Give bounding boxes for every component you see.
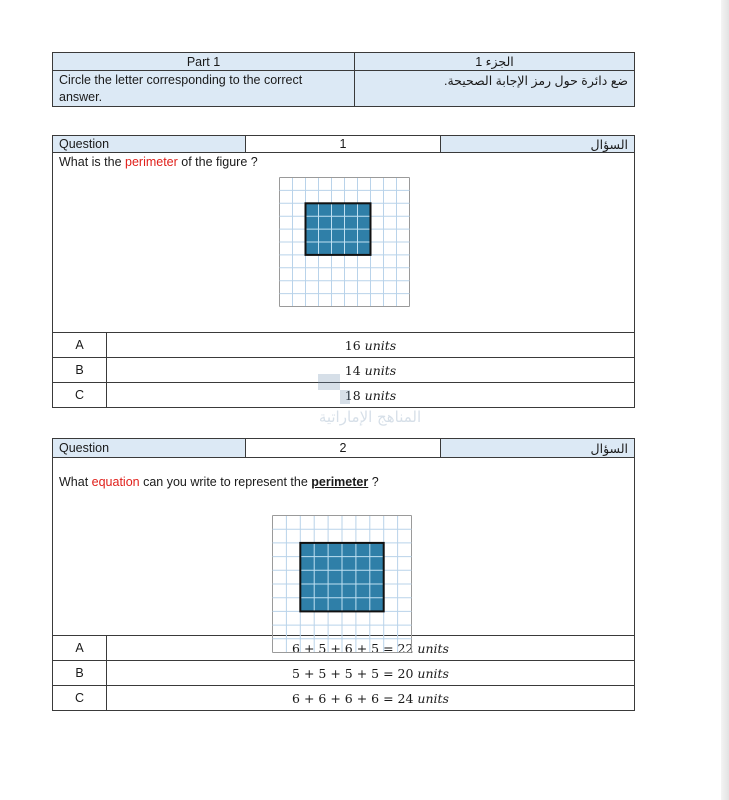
option-letter[interactable]: A: [53, 636, 107, 661]
option-answer[interactable]: 18 units: [107, 383, 635, 408]
question-text: What equation can you write to represent the perimeter ?: [59, 475, 379, 489]
part-title-en: Part 1: [53, 53, 355, 71]
option-answer[interactable]: 6 + 5 + 6 + 5 = 22 units: [107, 636, 635, 661]
option-answer[interactable]: 16 units: [107, 333, 635, 358]
question-label-ar: السؤال: [441, 439, 635, 458]
option-answer[interactable]: 6 + 6 + 6 + 6 = 24 units: [107, 686, 635, 711]
option-letter[interactable]: B: [53, 661, 107, 686]
highlight-word: equation: [91, 475, 140, 489]
question-text: What is the perimeter of the figure ?: [59, 155, 258, 169]
option-letter[interactable]: B: [53, 358, 107, 383]
option-answer[interactable]: 14 units: [107, 358, 635, 383]
grid-figure: [279, 177, 410, 307]
part-instruction-ar: ضع دائرة حول رمز الإجابة الصحيحة.: [355, 71, 635, 107]
question-1-body: [53, 153, 635, 333]
part-header-table: [52, 52, 635, 107]
question-label-ar: السؤال: [441, 136, 635, 153]
part-instruction-en: Circle the letter corresponding to the correct answer.: [53, 71, 355, 107]
part-title-ar: الجزء 1: [355, 53, 635, 71]
question-2-table: [52, 438, 635, 711]
question-label: Question: [53, 136, 246, 153]
watermark-text: المناهج الإماراتية: [318, 408, 422, 426]
question-number: 2: [246, 439, 441, 458]
option-letter[interactable]: C: [53, 686, 107, 711]
option-letter[interactable]: C: [53, 383, 107, 408]
option-letter[interactable]: A: [53, 333, 107, 358]
question-2-body: [53, 458, 635, 636]
option-answer[interactable]: 5 + 5 + 5 + 5 = 20 units: [107, 661, 635, 686]
grid-figure: [272, 515, 412, 653]
question-1-table: [52, 135, 635, 408]
emphasis-word: perimeter: [311, 475, 369, 489]
highlight-word: perimeter: [125, 155, 178, 169]
page-edge: [721, 0, 729, 800]
question-number: 1: [246, 136, 441, 153]
question-label: Question: [53, 439, 246, 458]
